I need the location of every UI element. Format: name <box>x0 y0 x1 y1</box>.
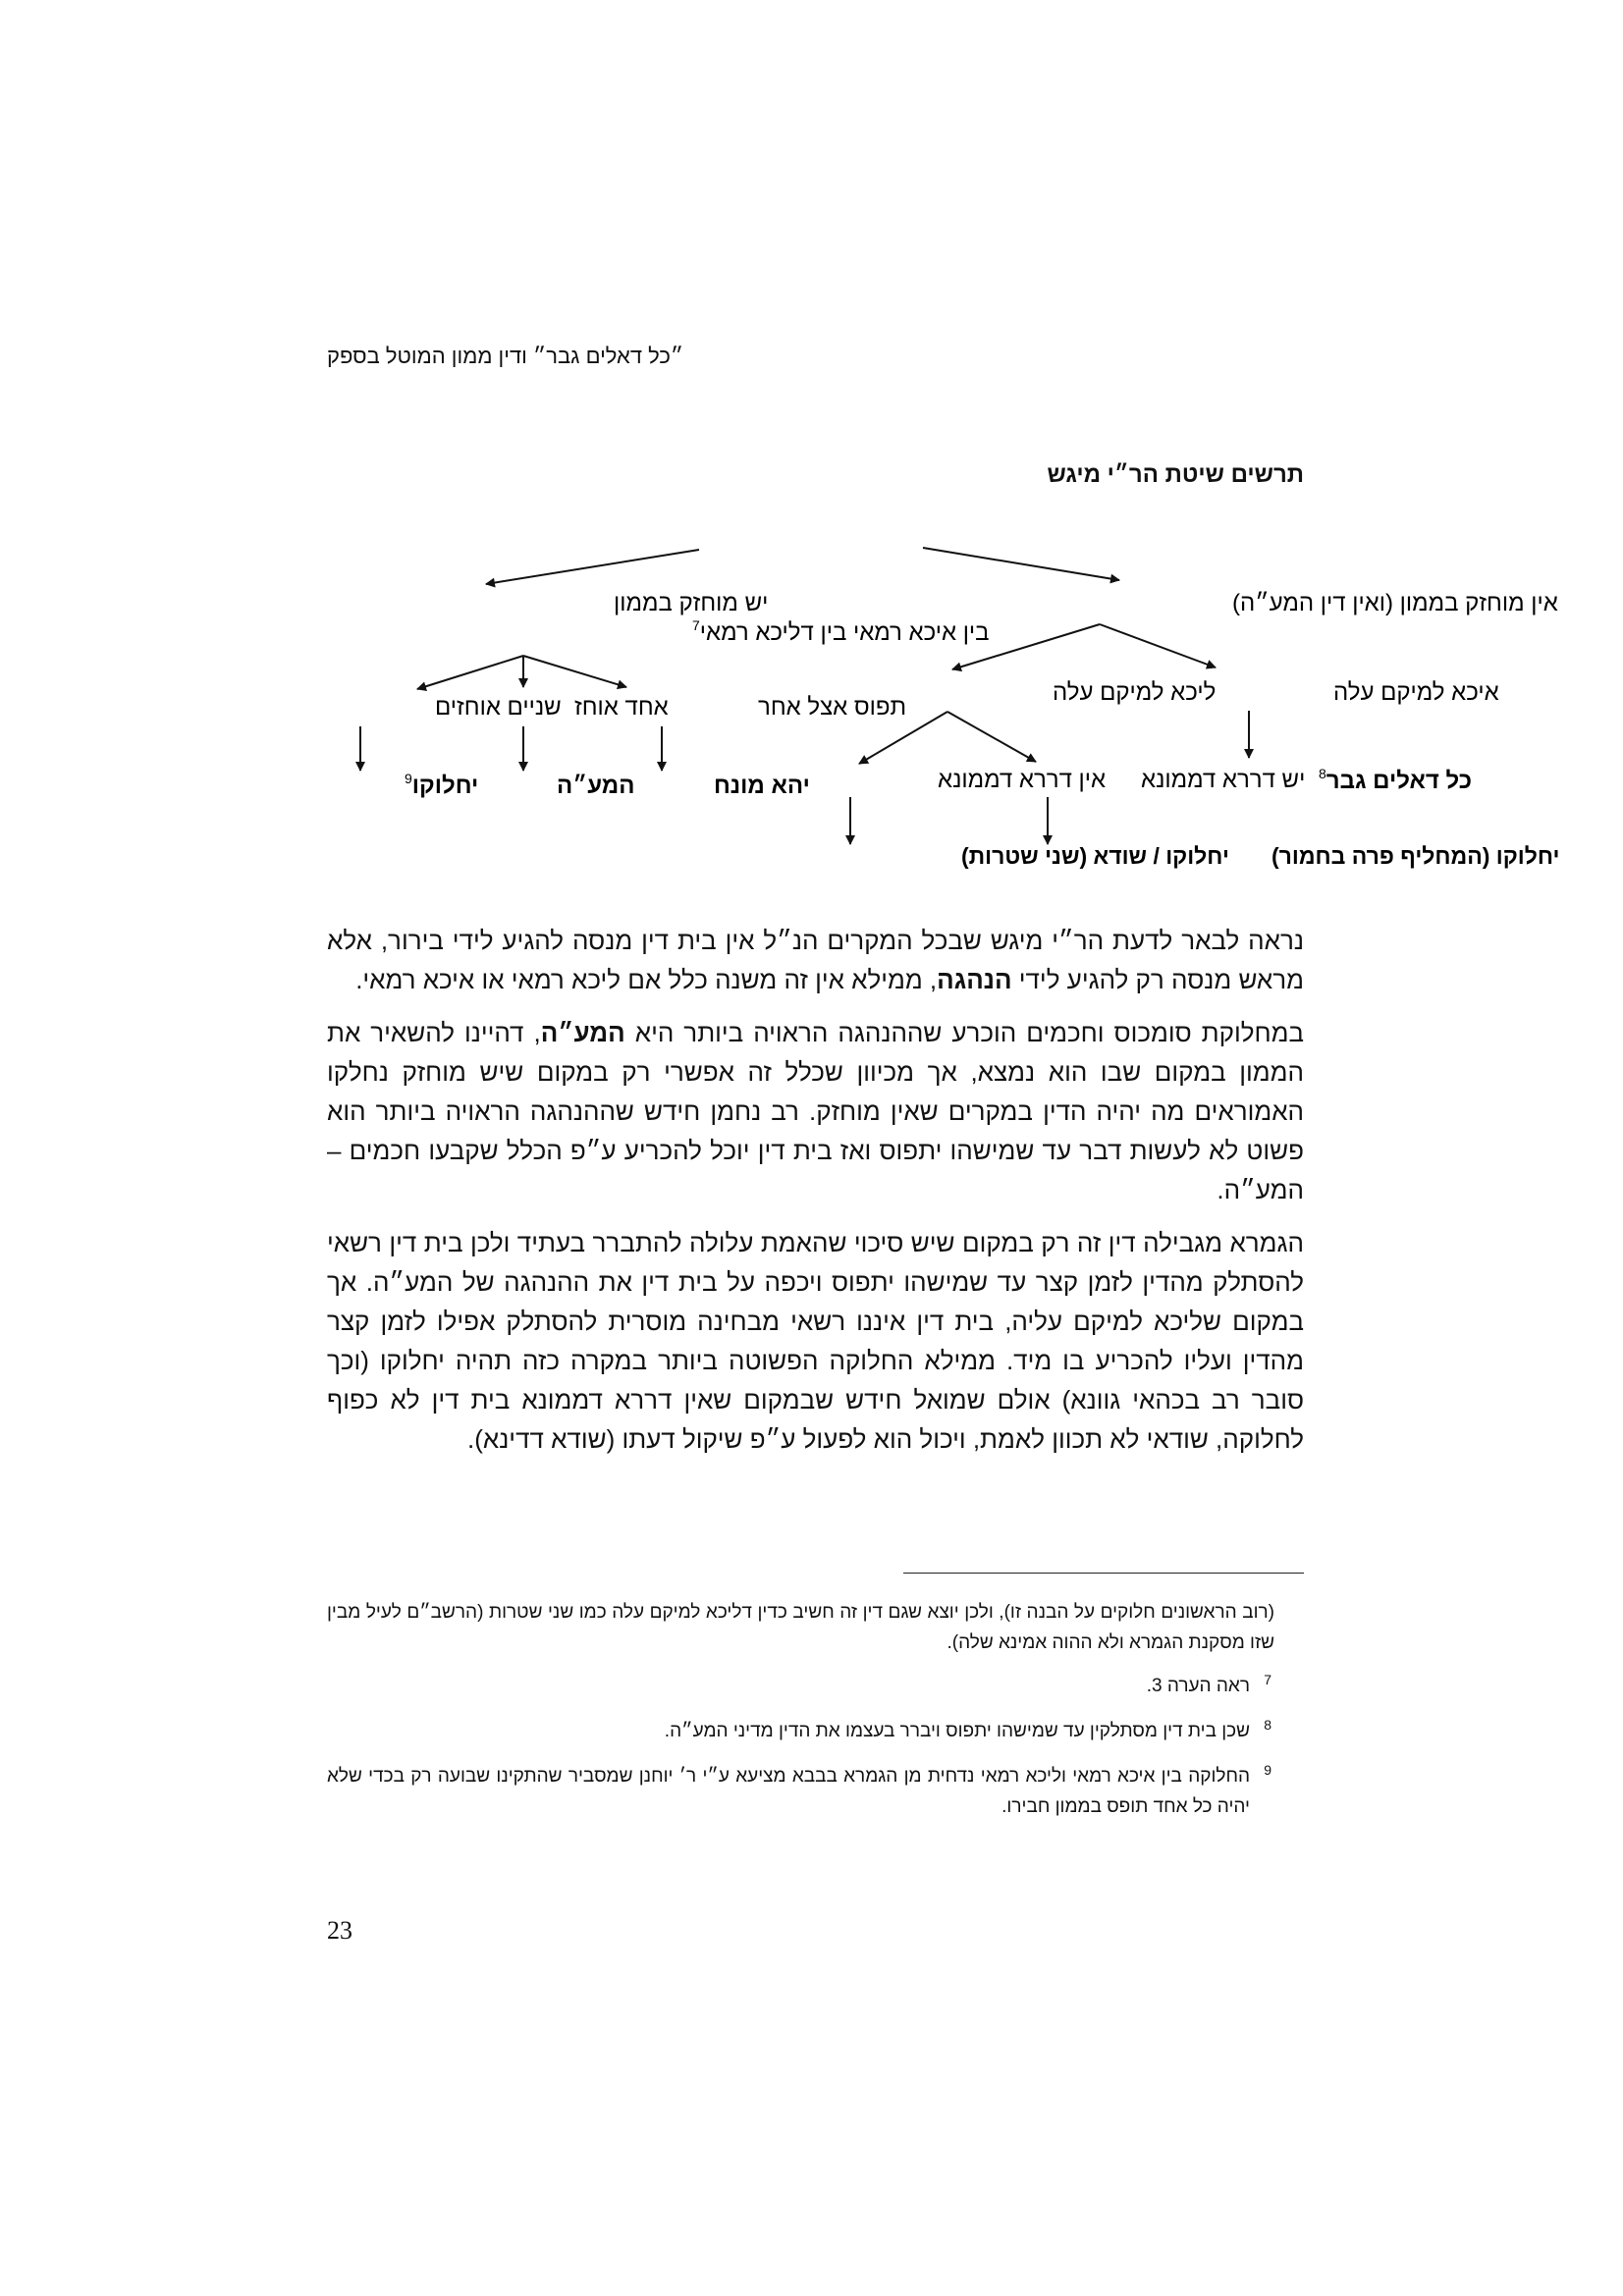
result-divide-or-discretion: יחלוקו / שודא (שני שטרות) <box>961 843 1229 869</box>
result-divide <box>405 771 478 799</box>
footnote-9-text: החלוקה בין איכא רמאי וליכא רמאי נדחית מן הגמרא בבבא מציעא ע״י ר׳ יוחנן שמסביר שהתקינו שבועה רק בכדי שלא יהיה כל אחד תופס בממון חבירו. <box>327 1766 1250 1817</box>
footnote-8-number: 8 <box>1264 1717 1271 1733</box>
node-two-hold: שניים אוחזים <box>435 694 562 721</box>
node-possessor-line1: יש מוחזק בממון <box>614 590 769 616</box>
node-doubt-exists: יש דררא דממונא <box>1141 767 1306 793</box>
node-held-by-other: תפוס אצל אחר <box>758 694 907 721</box>
running-header: ״כל דאלים גבר״ ודין ממון המוטל בספק <box>327 344 684 368</box>
arrow-r-to-right <box>1100 624 1216 667</box>
p1-text-a: נראה לבאר לדעת הר״י מיגש שבכל המקרים הנ״ל אין בית דין מנסה להגיע לידי בירור, אלא מראש מנסה רק להגיע לידי <box>327 926 1304 994</box>
result-let-it-rest: יהא מונח <box>714 773 810 799</box>
p2-text-b: , דהיינו להשאיר את הממון במקום שבו הוא נמצא, אך מכיוון שכלל זה אפשרי רק במקום שיש מוחזק נחלקו האמוראים מה יהיה הדין במקרים שאין מוחזק. רב נחמן חידש שההנהגה הראויה ביותר הוא פשוט לא לעשות דבר עד שמישהו יתפוס ואז בית דין יוכל להכריע ע״פ הכלל שקבעו חכמים – המע״ה. <box>327 1018 1304 1204</box>
node-no-doubt: אין דררא דממונא <box>938 767 1107 793</box>
arrow-cc-to-right <box>947 712 1036 762</box>
arrow-top-left <box>486 550 699 584</box>
result-divide-cow-donkey: יחלוקו (המחליף פרה בחמור) <box>1271 843 1560 869</box>
p1-bold: הנהגה <box>937 965 1012 994</box>
footnote-7-number: 7 <box>1264 1672 1271 1687</box>
footnote-8 <box>327 1716 1271 1746</box>
node-cannot-clarify: ליכא למיקם עלה <box>1053 679 1217 706</box>
fn-marker-9: 9 <box>405 771 412 786</box>
paragraph-3: הגמרא מגבילה דין זה רק במקום שיש סיכוי שהאמת עלולה להתברר בעתיד ולכן בית דין רשאי להסתלק מהדין לזמן קצר עד שמישהו יתפוס ויכפה על בית דין את ההנהגה של המע״ה. אך במקום שליכא למיקם עליה, בית דין איננו רשאי מבחינה מוסרית להסתלק אפילו לזמן קצר מהדין ועליו להכריע בו מיד. ממילא החלוקה הפשוטה ביותר במקרה כזה תהיה יחלוקו (וכך סובר רב בכהאי גוונא) אולם שמואל חידש שבמקום שאין דררא דממונא בית דין לא כפוף לחלוקה, שודאי לא תכוון לאמת, ויכול הוא לפעול ע״פ שיקול דעתו (שודא דדינא). <box>327 1228 1304 1454</box>
result-burden-of-proof: המע״ה <box>557 773 635 799</box>
arrow-top-right <box>923 548 1119 580</box>
diagram-title: תרשים שיטת הר״י מיגש <box>1047 461 1304 488</box>
arrow-l-to-left <box>417 656 523 689</box>
paragraph-1 <box>327 921 1304 999</box>
arrow-l-to-right <box>523 656 626 687</box>
p2-bold: המע״ה <box>540 1018 625 1047</box>
footnote-separator <box>903 1573 1304 1574</box>
footnote-9 <box>327 1761 1271 1822</box>
footnote-7-text: ראה הערה 3. <box>1146 1676 1250 1696</box>
node-possessor-line2-text: בין איכא רמאי בין דליכא רמאי <box>699 619 990 646</box>
body-text <box>327 921 1304 1472</box>
paragraph-2 <box>327 1013 1304 1209</box>
footnote-7 <box>327 1671 1271 1701</box>
result-divide-text: יחלוקו <box>411 773 479 799</box>
footnote-9-number: 9 <box>1264 1762 1271 1778</box>
node-one-holds: אחד אוחז <box>574 694 669 721</box>
p1-text-b: , ממילא אין זה משנה כלל אם ליכא רמאי או איכא רמאי. <box>355 965 938 994</box>
node-can-clarify: איכא למיקם עלה <box>1333 679 1499 706</box>
footnote-8-text: שכן בית דין מסתלקין עד שמישהו יתפוס ויברר בעצמו את הדין מדיני המע״ה. <box>664 1721 1250 1741</box>
footnote-continued: (רוב הראשונים חלוקים על הבנה זו), ולכן יוצא שגם דין זה חשיב כדין דליכא למיקם עלה כמו שני שטרות (הרשב״ם לעיל מבין שזו מסקנת הגמרא ולא ההוה אמינא שלה). <box>327 1602 1274 1653</box>
p2-text-a: במחלוקת סומכוס וחכמים הוכרע שההנהגה הראויה ביותר היא <box>624 1018 1304 1047</box>
node-no-possessor: אין מוחזק בממון (ואין דין המע״ה) <box>1232 590 1558 616</box>
result-whoever-prevails-text: כל דאלים גבר <box>1325 768 1472 794</box>
fn-marker-7: 7 <box>692 617 700 633</box>
page-number: 23 <box>327 1916 352 1945</box>
result-whoever-prevails <box>1319 766 1472 794</box>
fn-marker-8: 8 <box>1319 766 1326 781</box>
node-possessor-line2 <box>692 617 990 646</box>
